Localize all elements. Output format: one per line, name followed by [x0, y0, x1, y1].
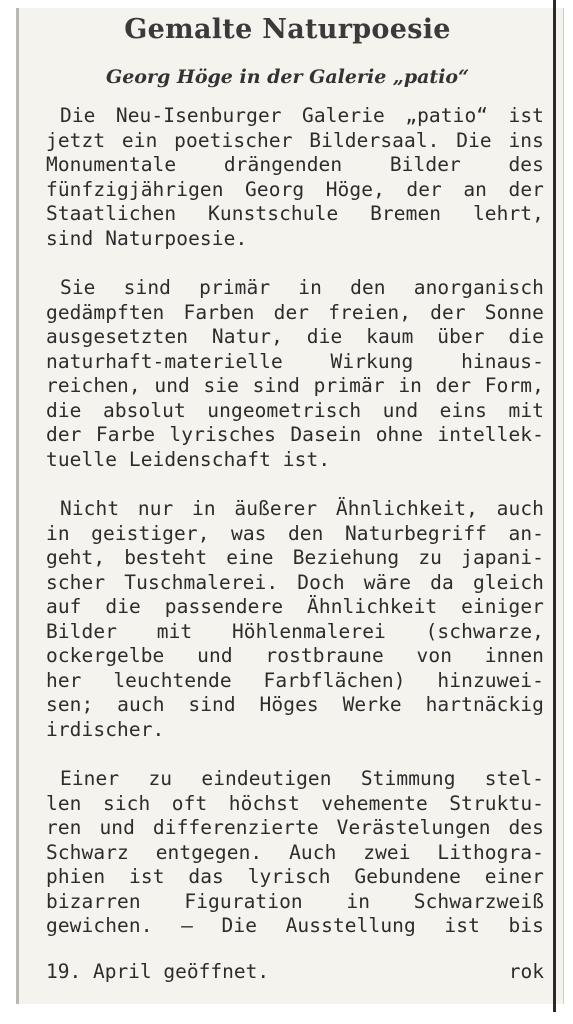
paragraph-3 — [46, 497, 544, 742]
paragraph-1 — [46, 104, 544, 251]
text-line: ren und differenzierte Verästelungen des — [46, 816, 544, 839]
text-line: her leuchtende Farbflächen) hinzuwei- — [46, 668, 544, 692]
text-line: Die Neu-Isenburger Galerie „patio“ ist — [60, 104, 544, 127]
text-line: auf die passendere Ähnlichkeit einiger — [46, 595, 544, 618]
text-line: Staatlichen Kunstschule Bremen lehrt, — [46, 202, 544, 225]
text-line: scher Tuschmalerei. Doch wäre da gleich — [46, 570, 544, 594]
text-line: Nicht nur in äußerer Ähnlichkeit, auch — [60, 497, 544, 520]
text-line: sind Naturpoesie. — [46, 226, 248, 250]
text-line: tuelle Leidenschaft ist. — [46, 447, 331, 471]
paragraph-4 — [46, 767, 544, 939]
text-line: Bilder mit Höhlenmalerei (schwarze, — [46, 619, 544, 643]
text-line: ockergelbe und rostbraune von innen — [46, 644, 544, 667]
text-line: phien ist das lyrisch Gebundene einer — [46, 865, 544, 888]
text-line: len sich oft höchst vehemente Struktu- — [46, 791, 544, 815]
text-line: ausgesetzten Natur, die kaum über die — [46, 325, 544, 348]
text-line: sen; auch sind Höges Werke hartnäckig — [46, 693, 544, 716]
text-line: jetzt ein poetischer Bildersaal. Die ins — [46, 128, 544, 152]
subheadline: Georg Höge in der Galerie „patio“ — [105, 66, 470, 88]
clipping-edge — [553, 0, 556, 1012]
text-line: die absolut ungeometrisch und eins mit — [46, 398, 544, 422]
text-line: gedämpften Farben der freien, der Sonne — [46, 300, 544, 324]
text-line: reichen, und sie sind primär in der Form, — [46, 374, 544, 397]
text-line: Einer zu eindeutigen Stimmung stel- — [60, 767, 544, 790]
text-line: Schwarz entgegen. Auch zwei Lithogra- — [46, 840, 544, 864]
closing-text: 19. April geöffnet. — [46, 960, 270, 983]
closing-line — [46, 960, 544, 985]
text-line: geht, besteht eine Beziehung zu japani- — [46, 546, 544, 569]
text-line: Monumentale drängenden Bilder des — [46, 153, 544, 176]
text-line: fünfzigjährigen Georg Höge, der an der — [46, 177, 544, 201]
byline: rok — [508, 960, 544, 983]
text-line: in geistiger, was den Naturbegriff an- — [46, 521, 544, 545]
text-line: der Farbe lyrisches Dasein ohne intellek- — [46, 423, 544, 446]
text-line: gewichen. — Die Ausstellung ist bis — [46, 914, 544, 937]
text-line: bizarren Figuration in Schwarzweiß — [46, 889, 544, 913]
headline: Gemalte Naturpoesie — [124, 14, 451, 45]
paragraph-2 — [46, 276, 544, 472]
text-line: naturhaft-materielle Wirkung hinaus- — [46, 349, 544, 373]
text-line: Sie sind primär in den anorganisch — [60, 276, 544, 299]
text-line: irdischer. — [46, 717, 165, 741]
